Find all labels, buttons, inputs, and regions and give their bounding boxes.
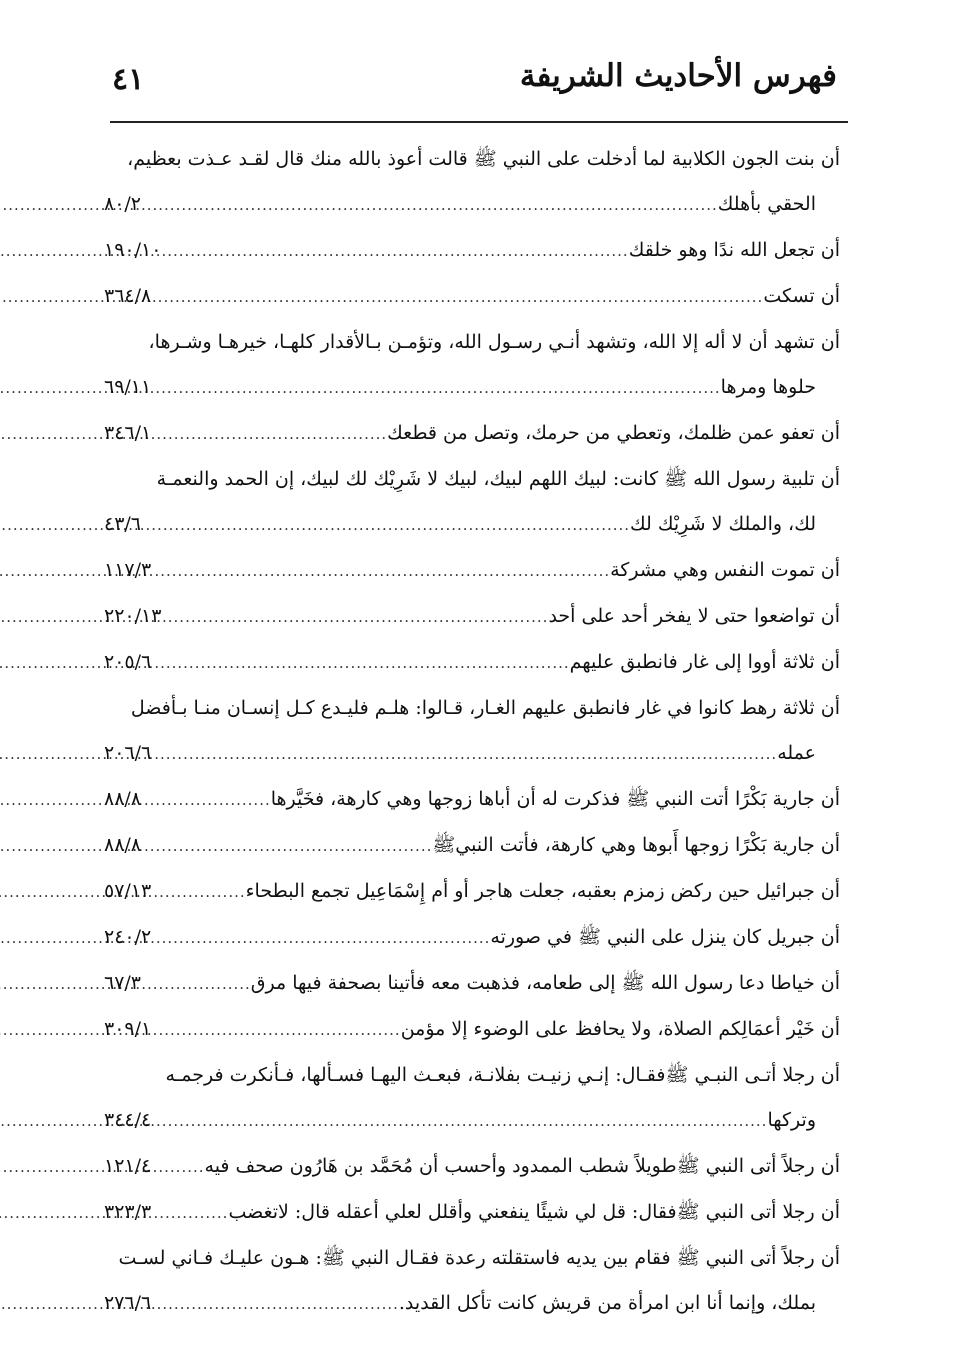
- entry-text: أن جارية بَكْرًا أتت النبي ﷺ فذكرت له أن أباها زوجها وهي كارهة، فخَيَّرها: [270, 788, 840, 810]
- index-entry: [104, 1144, 840, 1190]
- volume-page-reference: ٢٧٦/٦: [104, 1292, 152, 1314]
- index-entry: [104, 594, 840, 640]
- leader-dots: [151, 275, 763, 320]
- leader-dots: [151, 1008, 400, 1053]
- entry-final-line: [104, 915, 840, 961]
- entry-text: عمله: [777, 742, 816, 764]
- entry-text: أن رجلا أتى النبي ﷺفقال: قل لي شيئًا ينفعني وأقلل لعلي أعقله قال: لاتغضب: [228, 1201, 840, 1223]
- index-entry: [104, 1007, 840, 1053]
- page-title: فهرس الأحاديث الشريفة: [519, 58, 837, 94]
- volume-page-reference: ٢٠٥/٦: [104, 651, 152, 673]
- volume-page-reference: ٨٨/٨: [104, 834, 142, 856]
- index-entry: [104, 1053, 840, 1144]
- index-entry: [104, 228, 840, 274]
- header-divider: [110, 121, 848, 123]
- leader-dots: [151, 870, 245, 915]
- index-entry: [104, 823, 840, 869]
- entry-text: أن جارية بَكْرًا زوجها أَبوها وهي كارهة، فأتت النبيﷺ: [432, 834, 840, 856]
- entry-text: أن ثلاثة أووا إلى غار فانطبق عليهم: [569, 651, 840, 673]
- entry-final-line: [104, 777, 840, 823]
- entry-text: أن جبرائيل حين ركض زمزم بعقبه، جعلت هاجر أو أم إِسْمَاعِيل تجمع البطحاء: [245, 880, 840, 902]
- index-entry: [104, 1236, 840, 1327]
- entry-final-line: [104, 548, 840, 594]
- entry-text: حلوها ومرها: [720, 376, 816, 398]
- entry-final-line: [104, 1098, 840, 1144]
- volume-page-reference: ٥٧/١٣: [104, 880, 152, 902]
- leader-dots: [141, 962, 251, 1007]
- entry-final-line: [104, 823, 840, 869]
- index-entry: [104, 274, 840, 320]
- volume-page-reference: ٣٢٣/٣: [104, 1201, 152, 1223]
- index-entry: [104, 869, 840, 915]
- entry-final-line: [104, 274, 840, 320]
- leader-dots: [151, 641, 569, 686]
- entry-final-line: [104, 640, 840, 686]
- entry-text: أن تسكت: [763, 285, 840, 307]
- entry-text: أن تشهد أن لا أله إلا الله، وتشهد أنـي رسـول الله، وتؤمـن بـالأقدار كلهـا، خيرهـا وشـرها،: [148, 331, 840, 353]
- entry-text: الحقي بأهلك: [717, 193, 816, 215]
- volume-page-reference: ٣٤٤/٤: [104, 1109, 152, 1131]
- leader-dots: [151, 916, 490, 961]
- volume-page-reference: ٨٨/٨: [104, 788, 142, 810]
- entry-text-line: [104, 137, 840, 182]
- index-entry: [104, 137, 840, 228]
- entry-text-line: [104, 320, 840, 365]
- leader-dots: [141, 824, 432, 869]
- index-entry: [104, 961, 840, 1007]
- index-entry: [104, 548, 840, 594]
- volume-page-reference: ١٩٠/١٠: [104, 239, 162, 261]
- entry-final-line: [104, 228, 840, 274]
- entry-text: لك، والملك لا شَرِيْك لك: [630, 513, 816, 535]
- entry-text-line: [104, 1236, 840, 1281]
- entry-text: أن خياطا دعا رسول الله ﷺ إلى طعامه، فذهبت معه فأتينا بصحفة فيها مرق: [250, 972, 840, 994]
- entry-text: أن تواضعوا حتى لا يفخر أحد على أحد: [548, 605, 840, 627]
- leader-dots: [151, 732, 777, 777]
- entry-final-line: [104, 365, 840, 411]
- volume-page-reference: ٤٣/٦: [104, 513, 142, 535]
- entry-final-line: [104, 594, 840, 640]
- volume-page-reference: ٣٠٩/١: [104, 1018, 152, 1040]
- entry-text: أن تلبية رسول الله ﷺ كانت: لبيك اللهم لبيك، لبيك لا شَرِيْك لك لبيك، إن الحمد والنعمـة: [156, 468, 840, 490]
- leader-dots: [141, 778, 271, 823]
- leader-dots: [151, 549, 610, 594]
- entry-text: أن رجلاً أتى النبي ﷺ فقام بين يديه فاستقلته رعدة فقـال النبي ﷺ: هـون عليـك فـاني لسـت: [118, 1247, 840, 1269]
- entry-text: أن تموت النفس وهي مشركة: [610, 559, 840, 581]
- volume-page-reference: ٦٩/١١: [104, 376, 152, 398]
- entry-final-line: [104, 1281, 840, 1327]
- entry-final-line: [104, 1007, 840, 1053]
- leader-dots: [151, 1282, 399, 1327]
- index-entry: [104, 915, 840, 961]
- index-entry: [104, 1190, 840, 1236]
- entry-text: أن تجعل الله ندًا وهو خلقك: [628, 239, 840, 261]
- entry-text-line: [104, 686, 840, 731]
- volume-page-reference: ٢٠٦/٦: [104, 742, 152, 764]
- leader-dots: [141, 503, 630, 548]
- entry-text: أن جبريل كان ينزل على النبي ﷺ في صورته: [490, 926, 840, 948]
- entry-final-line: [104, 869, 840, 915]
- entry-text: أن رجلا أتـى النبـي ﷺفقـال: إنـي زنيـت بفلانـة، فبعـث اليهـا فسـألها، فـأنكرت فرجمـه: [165, 1064, 840, 1086]
- entry-text: أن ثلاثة رهط كانوا في غار فانطبق عليهم الغـار، قـالوا: هلـم فليـدع كـل إنسـان منـا بـأفضل: [130, 697, 840, 719]
- entry-text: بملك، وإنما أنا ابن امرأة من قريش كانت تأكل القديد.: [398, 1292, 816, 1314]
- leader-dots: [161, 229, 628, 274]
- entry-text: أن تعفو عمن ظلمك، وتعطي من حرمك، وتصل من قطعك: [387, 422, 840, 444]
- leader-dots: [151, 366, 720, 411]
- volume-page-reference: ٣٤٦/١: [104, 422, 152, 444]
- index-entry: [104, 777, 840, 823]
- volume-page-reference: ١٢١/٤: [104, 1155, 152, 1177]
- leader-dots: [151, 1191, 228, 1236]
- entry-final-line: [104, 411, 840, 457]
- entry-text: أن رجلاً أتى النبي ﷺطويلاً شطب الممدود وأحسب أن مُحَمَّد بن هَارُون صحف فيه: [204, 1155, 840, 1177]
- index-entry: [104, 686, 840, 777]
- volume-page-reference: ٢٤٠/٢: [104, 926, 152, 948]
- leader-dots: [151, 1099, 767, 1144]
- leader-dots: [151, 1145, 204, 1190]
- index-entry: [104, 457, 840, 548]
- entry-final-line: [104, 731, 840, 777]
- leader-dots: [161, 595, 548, 640]
- entry-text: أن خَيْر أعمَالِكم الصلاة، ولا يحافظ على الوضوء إلا مؤمن: [400, 1018, 840, 1040]
- leader-dots: [141, 183, 718, 228]
- index-entry: [104, 640, 840, 686]
- entry-text-line: [104, 457, 840, 502]
- volume-page-reference: ١١٧/٣: [104, 559, 152, 581]
- volume-page-reference: ٨٠/٢: [104, 193, 142, 215]
- entry-text: وتركها: [767, 1109, 816, 1131]
- volume-page-reference: ٦٧/٣: [104, 972, 142, 994]
- entry-final-line: [104, 961, 840, 1007]
- entry-final-line: [104, 502, 840, 548]
- entry-text: أن بنت الجون الكلابية لما أدخلت على النبي ﷺ قالت أعوذ بالله منك قال لقـد عـذت بعظيم،: [127, 148, 840, 170]
- entry-final-line: [104, 1144, 840, 1190]
- entry-final-line: [104, 182, 840, 228]
- index-entry: [104, 411, 840, 457]
- index-entry: [104, 320, 840, 411]
- page-number: ٤١: [112, 62, 145, 97]
- volume-page-reference: ٢٢٠/١٣: [104, 605, 162, 627]
- entry-final-line: [104, 1190, 840, 1236]
- entry-text-line: [104, 1053, 840, 1098]
- leader-dots: [151, 412, 387, 457]
- hadith-index-list: [104, 137, 840, 1327]
- volume-page-reference: ٣٦٤/٨: [104, 285, 152, 307]
